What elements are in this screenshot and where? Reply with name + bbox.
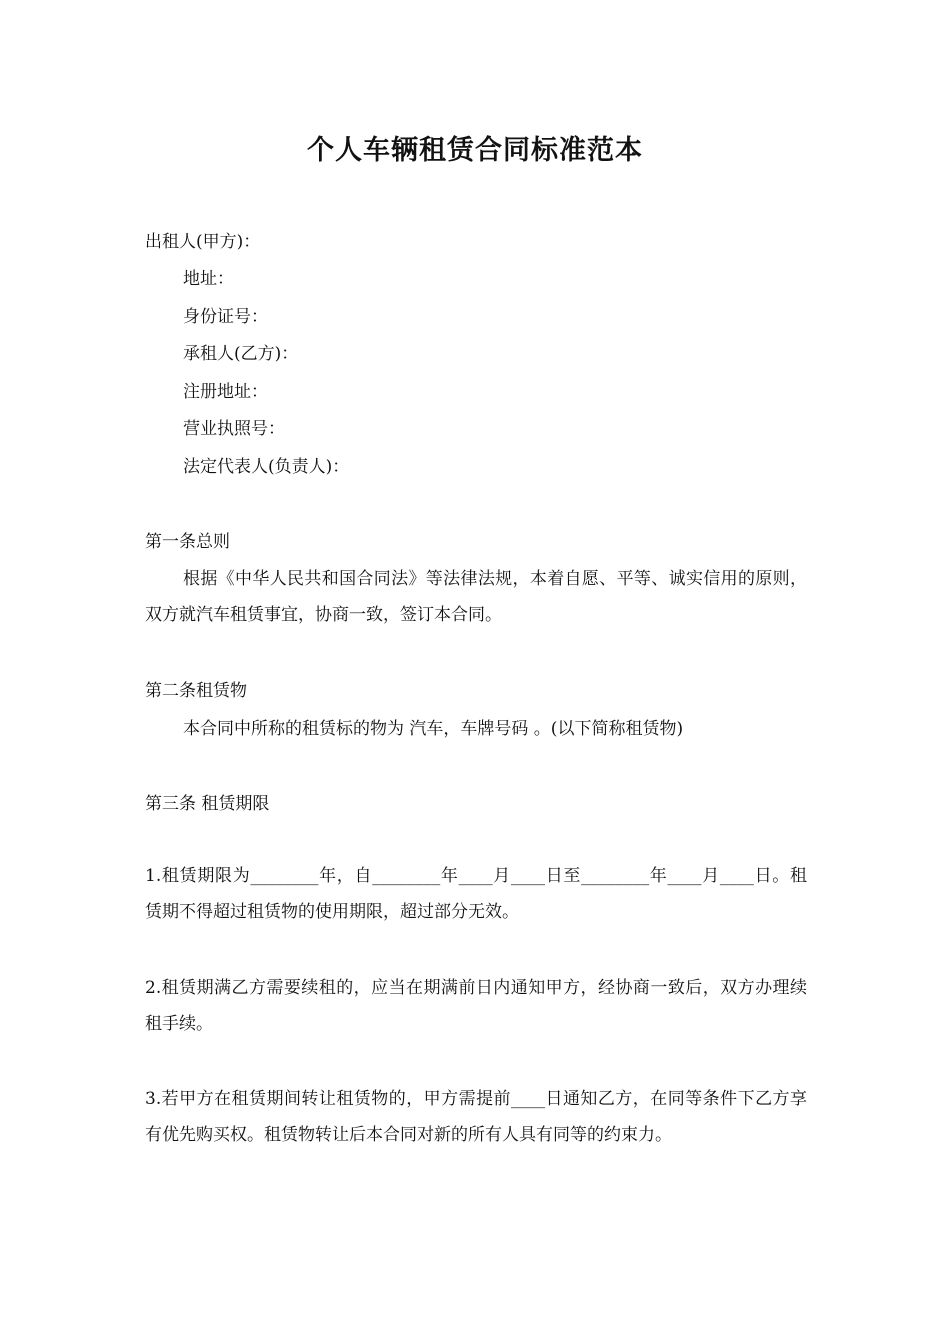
id-number-label: 身份证号：	[183, 307, 268, 327]
document-title: 个人车辆租赁合同标准范本	[307, 135, 643, 166]
article-2-body: 本合同中所称的租赁标的物为 汽车，车牌号码 。(以下简称租赁物)	[183, 719, 684, 739]
article-1-body	[145, 561, 807, 633]
article-3-clause-2	[145, 970, 807, 1042]
registered-address-label: 注册地址：	[183, 382, 268, 402]
article-2-heading: 第二条租赁物	[145, 681, 247, 701]
lessee-label: 承租人(乙方)：	[183, 344, 299, 364]
business-license-label: 营业执照号：	[183, 419, 285, 439]
legal-representative-label: 法定代表人(负责人)：	[183, 457, 350, 477]
clause-1-text: 1.租赁期限为________年，自________年____月____日至________年____月____日。租赁期不得超过租赁物的使用期限，超过部分无效。	[145, 866, 807, 922]
address-label: 地址：	[183, 269, 234, 289]
article-3-clause-3	[145, 1081, 807, 1153]
clause-3-text: 3.若甲方在租赁期间转让租赁物的，甲方需提前____日通知乙方，在同等条件下乙方享有优先购买权。租赁物转让后本合同对新的所有人具有同等的约束力。	[145, 1089, 807, 1145]
article-1-heading: 第一条总则	[145, 532, 230, 552]
article-1-text: 根据《中华人民共和国合同法》等法律法规，本着自愿、平等、诚实信用的原则，双方就汽车租赁事宜，协商一致，签订本合同。	[145, 569, 807, 625]
article-3-heading: 第三条 租赁期限	[145, 794, 270, 814]
clause-2-text: 2.租赁期满乙方需要续租的，应当在期满前日内通知甲方，经协商一致后，双方办理续租手续。	[145, 978, 807, 1034]
lessor-label: 出租人(甲方)：	[145, 232, 261, 252]
article-3-clause-1	[145, 858, 807, 930]
